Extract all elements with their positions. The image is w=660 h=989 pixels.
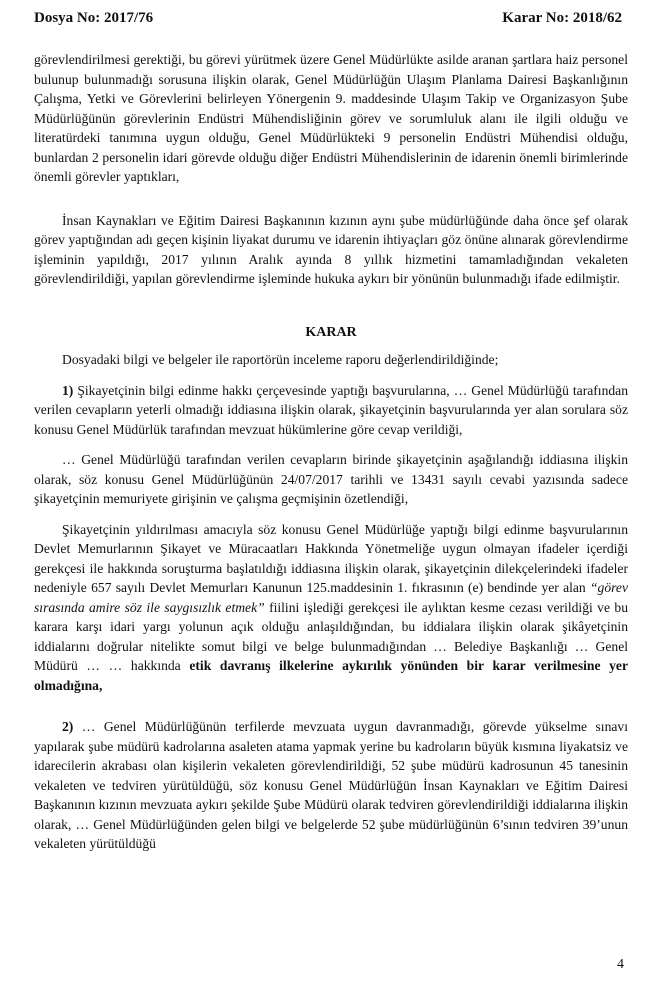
- decision-bold: etik davranış ilkelerine aykırılık yönünden bir karar verilmesine yer olmadığına,: [34, 658, 628, 693]
- decision-quote: “görev sırasında amire söz ile saygısızlık etmek”: [34, 580, 628, 615]
- paragraph-intro: Dosyadaki bilgi ve belgeler ile raportörün inceleme raporu değerlendirildiğinde;: [62, 352, 499, 367]
- item-1-number: 1): [62, 382, 74, 398]
- document-body: [34, 50, 628, 854]
- paragraph-hr-head: İnsan Kaynakları ve Eğitim Dairesi Başkanının kızının aynı şube müdürlüğünde daha önce şef olarak görev yaptığından adı geçen kişinin liyakat durumu ve idarenin ihtiyaçları göz önüne alınarak görevlendirme işleminin yapıldığı, 2017 yılının Aralık ayında 8 yıllık hizmetini tamamladığından vekaleten görevlendirildiği, yapılan görevlendirme işleminde hukuka aykırı bir yönünün bulunmadığı ifade edilmiştir.: [34, 212, 628, 286]
- paragraph-item-2: [34, 717, 628, 854]
- decision-text-b: fiilini işlediği gerekçesi ile aylıktan kesme cezası verildiği ve bu karara karşı idari yargı yolunun açık olduğu anlaşıldığından, bu iddialara ilişkin olarak şikâyetçinin iddialarını doğrular nitelikte somut bilgi ve belge bulunmadığından … Belediye Başkanlığı … Genel Müdürü … … hakkında: [34, 599, 628, 673]
- document-header: [34, 10, 622, 32]
- paragraph-item-1: [34, 381, 628, 440]
- item-2-number: 2): [62, 719, 74, 734]
- paragraph-continued: görevlendirilmesi gerektiği, bu görevi yürütmek üzere Genel Müdürlükte asilde aranan şartlara haiz personel bulunup bulunmadığı sorusuna ilişkin olarak, Genel Müdürlüğün Ulaşım Planlama Dairesi Başkanlığının Çalışma, Yetki ve Görevlerini belirleyen Yönergenin 9. maddesinde Ulaşım Takip ve Organizasyon Şube Müdürlüğünün görevlerinin Endüstri Mühendisliğinin görev ve sorumluluk alanı ile ilgili olduğu ve literatürdeki tanımına uygun olduğu, Genel Müdürlükteki 9 personelin Endüstri Mühendisi olduğu, bunlardan 2 personelin idari görevde olduğu diğer Endüstri Mühendislerinin de idarenin önemli birimlerinde önemli görevler yaptıkları,: [34, 52, 628, 184]
- item-2-text: … Genel Müdürlüğünün terfilerde mevzuata uygun davranmadığı, görevde yükselme sınavı yapılarak şube müdürü kadrolarına asaleten atama yapmak yerine bu kadroların büyük kısmına liyakatsiz ve idarecilerin akrabası olan kişilerin vekaleten görevlendirildiği, 52 şube müdürü kadrosunun 45 tanesinin vekaleten ve tedviren yürütüldüğü, söz konusu Genel Müdürlüğün İnsan Kaynakları ve Eğitim Dairesi Başkanının kızının mevzuata aykırı şekilde Şube Müdürü olarak tedviren görevlendirildiği iddialarına ilişkin olarak, … Genel Müdürlüğünden gelen bilgi ve belgelerde 52 şube müdürlüğünün 6’sının tedviren 39’unun vekaleten yürütüldüğü: [34, 719, 628, 851]
- dosya-number: Dosya No: 2017/76: [34, 10, 154, 26]
- decision-text-a: Şikayetçinin yıldırılması amacıyla söz konusu Genel Müdürlüğe yaptığı bilgi edinme başvurularının Devlet Memurlarının Şikayet ve Müracaatları Hakkında Yönetmeliğe uygun olmayan ifadeler içerdiği gerekçesi ile hakkında soruşturma başlatıldığı iddiasına ilişkin olarak, şikayetçinin dilekçelerindeki ifadeler nedeniyle 657 sayılı Devlet Memurları Kanunun 125.maddesinin 1. fıkrasının (e) bendinde yer alan: [34, 521, 628, 595]
- karar-number: Karar No: 2018/62: [502, 10, 622, 26]
- paragraph-answers: … Genel Müdürlüğü tarafından verilen cevapların birinde şikayetçinin aşağılandığı iddiasına ilişkin olarak, söz konusu Genel Müdürlüğünün 24/07/2017 tarihli ve 13431 sayılı cevabi yazısında sadece şikayetçinin memuriyete girişinin ve çalışma geçmişinin özetlendiği,: [34, 452, 628, 506]
- karar-heading: KARAR: [305, 324, 357, 340]
- item-1-text: Şikayetçinin bilgi edinme hakkı çerçevesinde yaptığı başvurularına, … Genel Müdürlüğü tarafından verilen cevapların yeterli olmadığı iddiasına ilişkin olarak, şikayetçinin başvurularında yer alan sorulara söz konusu Genel Müdürlük tarafından mevzuat hükümlerine göre cevap verildiği,: [34, 382, 628, 437]
- page-number: 4: [617, 957, 624, 972]
- paragraph-decision: [34, 520, 628, 696]
